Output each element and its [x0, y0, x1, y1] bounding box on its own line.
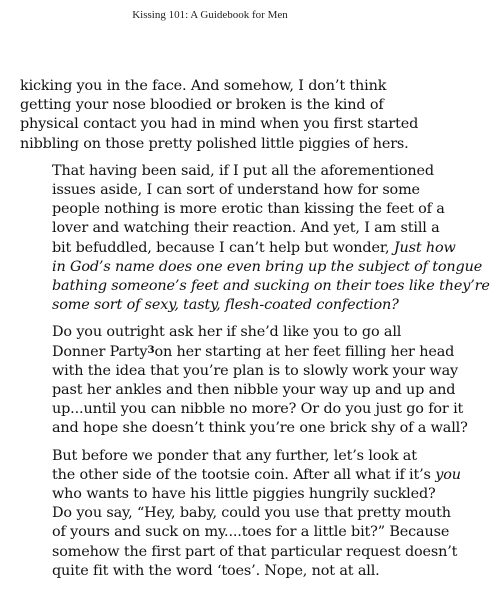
text-line: nibbling on those pretty polished little piggies of hers.: [20, 135, 409, 152]
text-line: issues aside, I can sort of understand how for some: [52, 182, 420, 199]
paragraph-3: [20, 323, 468, 438]
paragraph-1: [20, 77, 419, 154]
italic-text-run: Just how: [393, 239, 456, 256]
italic-text-line: in God’s name does one even bring up the subject of tongue: [52, 258, 483, 275]
text-run: Donner Party: [52, 343, 148, 360]
paragraph-4: [20, 447, 461, 581]
text-line: [20, 239, 456, 258]
text-line: up...until you can nibble no more? Or do you just go for it: [52, 401, 464, 418]
text-line: kicking you in the face. And somehow, I don’t think: [20, 78, 387, 94]
italic-text-run: you: [435, 466, 461, 483]
text-line: [20, 343, 455, 362]
running-header: Kissing 101: A Guidebook for Men: [132, 9, 288, 21]
text-line: of yours and suck on my....toes for a little bit?” Because: [52, 524, 450, 541]
paragraph-2: [20, 162, 490, 316]
text-line: [20, 466, 461, 485]
text-line: But before we ponder that any further, let’s look at: [52, 447, 417, 464]
italic-text-line: bathing someone’s feet and sucking on their toes like they’re: [52, 278, 490, 295]
text-run: the other side of the tootsie coin. After all what if it’s: [52, 466, 436, 483]
text-run: bit befuddled, because I can’t help but wonder,: [52, 239, 394, 256]
italic-text-line: some sort of sexy, tasty, flesh-coated confection?: [52, 297, 399, 314]
text-line: somehow the first part of that particular request doesn’t: [52, 543, 458, 560]
text-line: Do you outright ask her if she’d like you to go all: [52, 324, 402, 341]
page-body: [20, 77, 490, 589]
footnote-marker[interactable]: 3: [147, 343, 155, 356]
text-line: quite fit with the word ‘toes’. Nope, not at all.: [52, 562, 380, 579]
text-line: getting your nose bloodied or broken is the kind of: [20, 97, 384, 114]
text-line: lover and watching their reaction. And yet, I am still a: [52, 220, 440, 237]
text-line: with the idea that you’re plan is to slowly work your way: [52, 362, 459, 379]
text-line: and hope she doesn’t think you’re one brick shy of a wall?: [52, 420, 468, 437]
text-line: who wants to have his little piggies hungrily suckled?: [52, 486, 436, 503]
text-line: people nothing is more erotic than kissing the feet of a: [52, 201, 445, 218]
text-run: on her starting at her feet filling her head: [154, 343, 455, 360]
text-line: That having been said, if I put all the aforementioned: [52, 162, 434, 179]
text-line: past her ankles and then nibble your way up and up and: [52, 382, 456, 399]
text-line: Do you say, “Hey, baby, could you use that pretty mouth: [52, 505, 451, 522]
text-line: physical contact you had in mind when you first started: [20, 116, 419, 133]
